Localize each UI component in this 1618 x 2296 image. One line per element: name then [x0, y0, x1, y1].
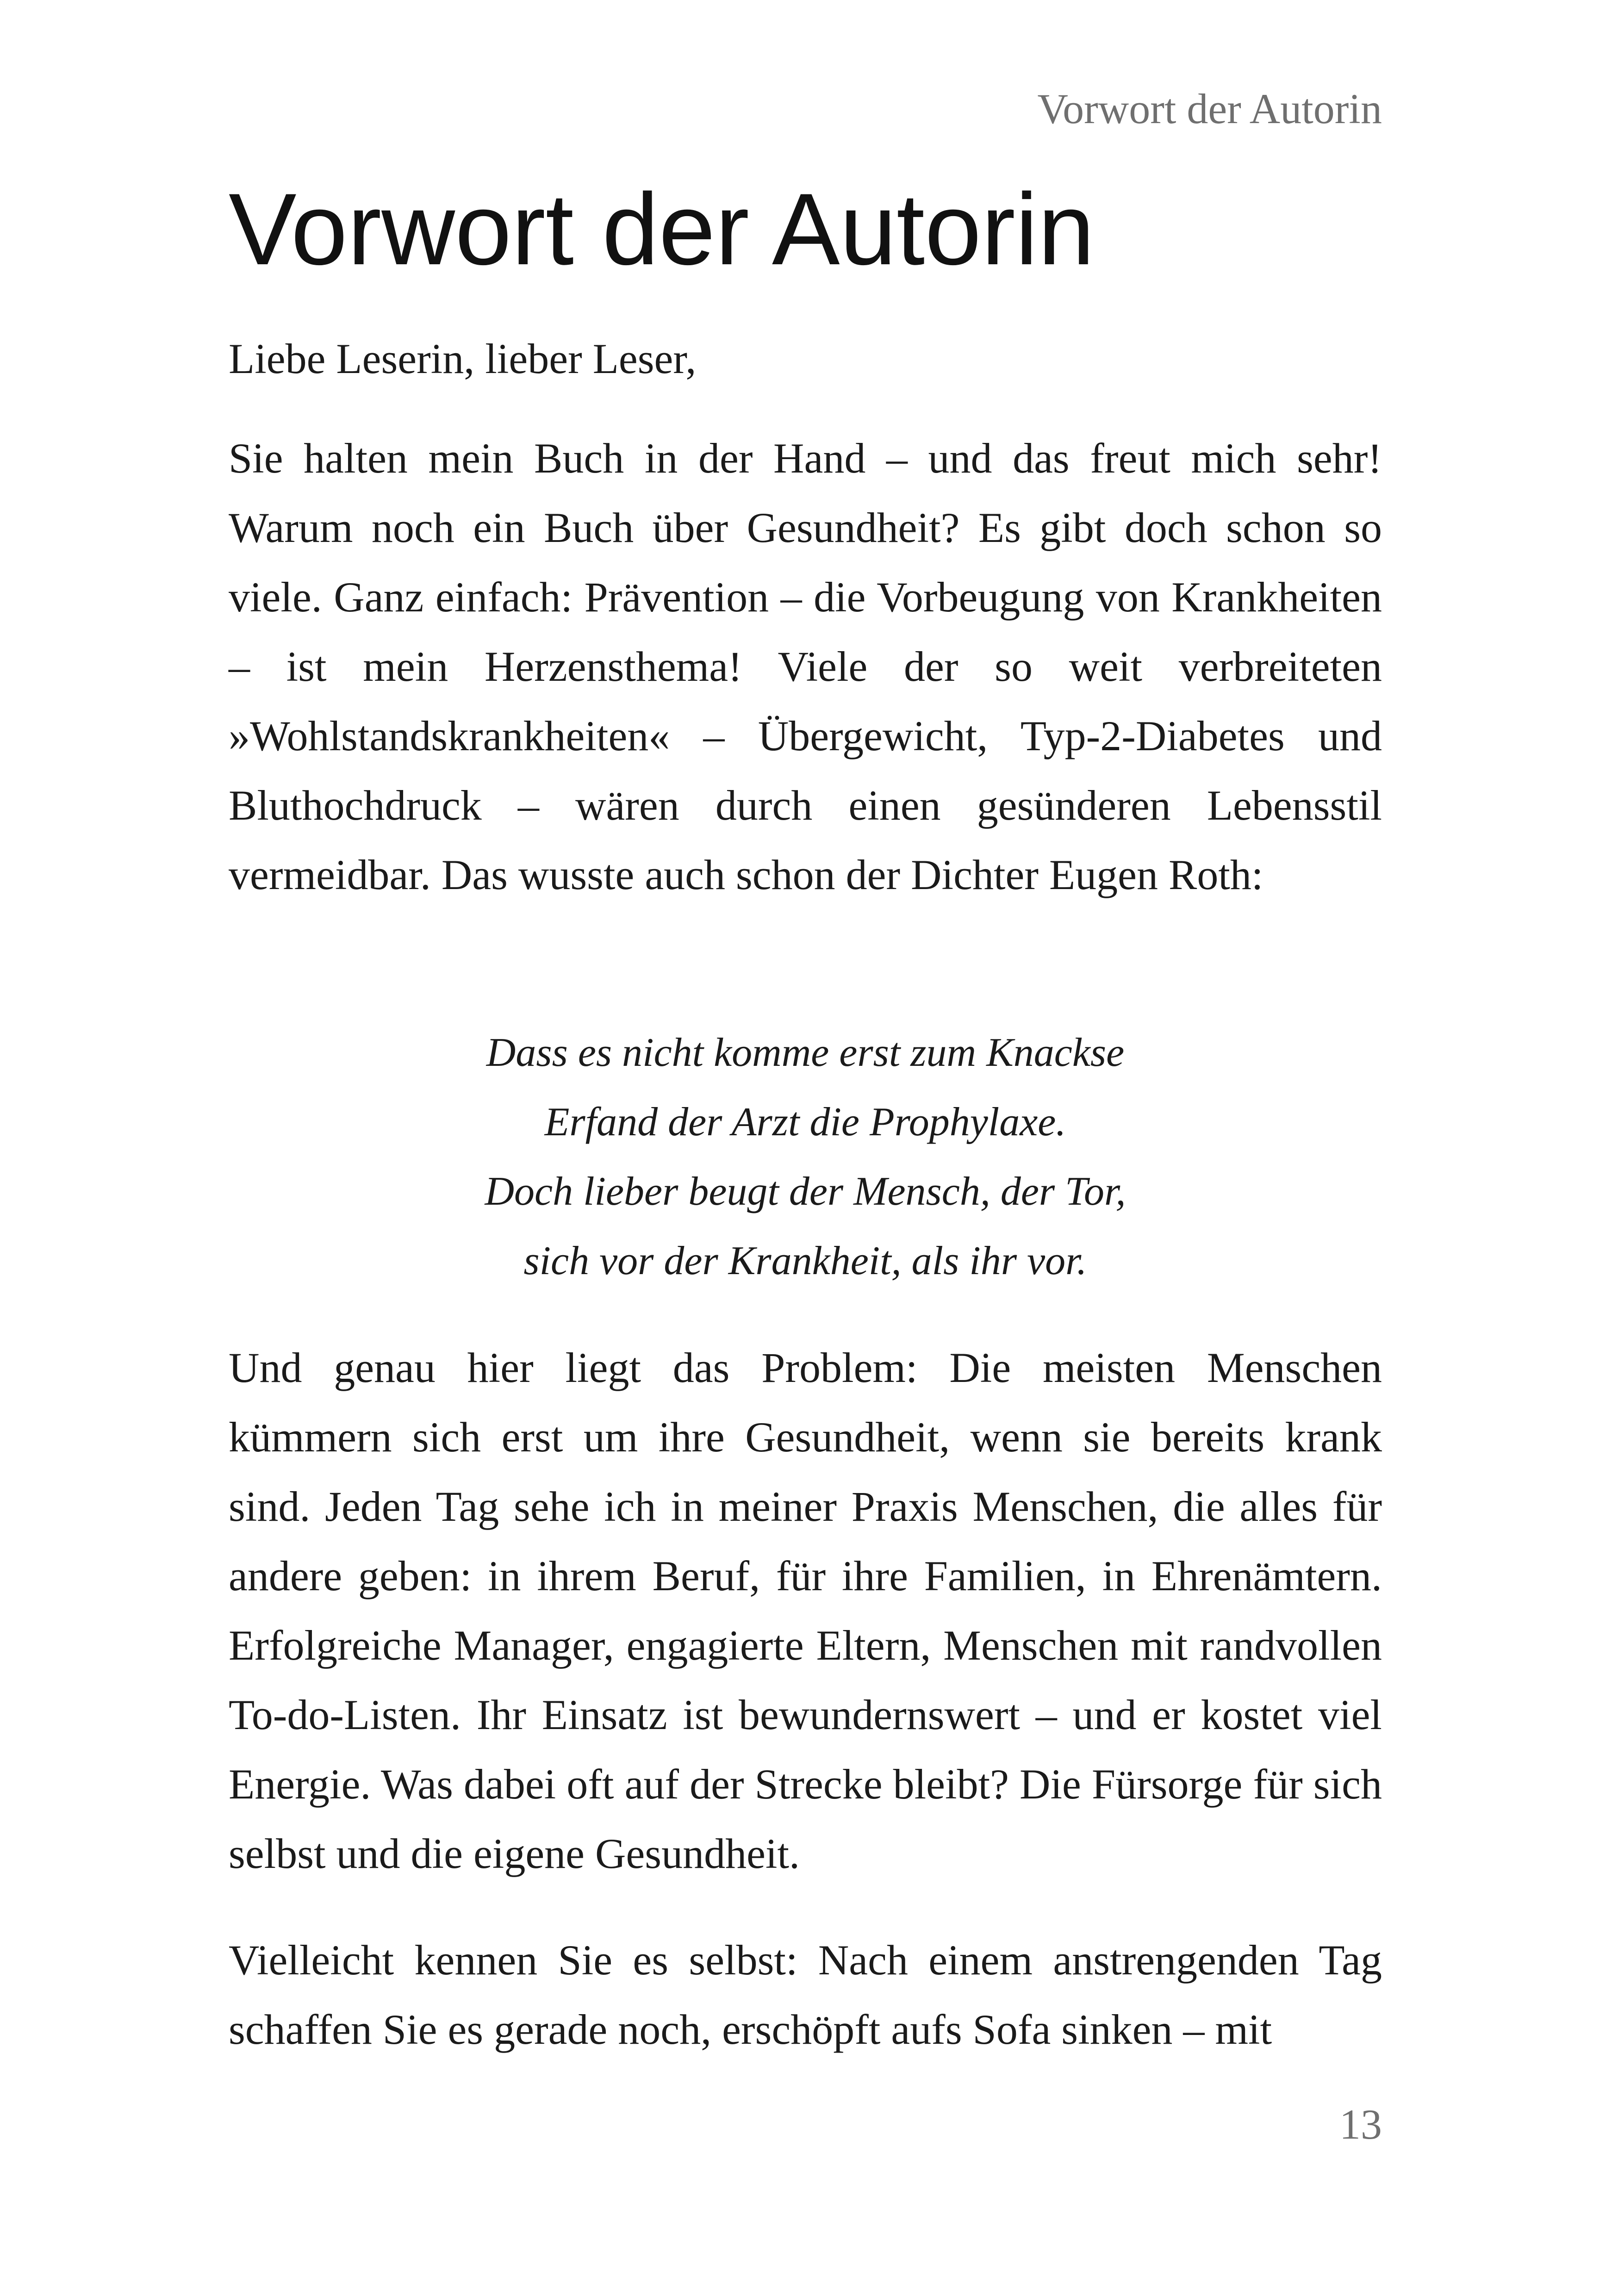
poem-line: Dass es nicht komme erst zum Knackse [486, 1030, 1125, 1075]
greeting: Liebe Leserin, lieber Leser, [229, 335, 697, 382]
poem-line: Erfand der Arzt die Prophylaxe. [544, 1100, 1066, 1145]
paragraph-problem: Und genau hier liegt das Problem: Die meisten Menschen kümmern sich erst um ihre Gesundheit, wenn sie bereits krank sind. Jeden Tag sehe ich in meiner Praxis Menschen, die alles für andere geben: in ihrem Beruf, für ihre Familien, in Ehrenämtern. Erfolgreiche Manager, engagierte Eltern, Menschen mit randvollen To-do-Listen. Ihr Einsatz ist bewundernswert – und er kostet viel Energie. Was dabei oft auf der Strecke bleibt? Die Fürsorge für sich selbst und die eigene Gesundheit. [229, 1344, 1382, 1877]
poem-quote [229, 1018, 1382, 1296]
paragraph-continued: Vielleicht kennen Sie es selbst: Nach einem anstrengenden Tag schaffen Sie es gerade noch, erschöpft aufs Sofa sinken – mit [229, 1936, 1382, 2053]
running-header: Vorwort der Autorin [1037, 85, 1382, 132]
page-number: 13 [1339, 2101, 1382, 2148]
chapter-title: Vorwort der Autorin [229, 172, 1095, 286]
poem-line: Doch lieber beugt der Mensch, der Tor, [485, 1169, 1126, 1214]
poem-line: sich vor der Krankheit, als ihr vor. [523, 1238, 1087, 1283]
paragraph-intro: Sie halten mein Buch in der Hand – und das freut mich sehr! Warum noch ein Buch über Gesundheit? Es gibt doch schon so viele. Ganz einfach: Prävention – die Vorbeugung von Krankheiten – ist mein Herzensthema! Viele der so weit verbreiteten »Wohlstandskrankheiten« – Übergewicht, Typ-2-Diabetes und Bluthochdruck – wären durch einen gesünderen Lebensstil vermeidbar. Das wusste auch schon der Dichter Eugen Roth: [229, 435, 1382, 898]
